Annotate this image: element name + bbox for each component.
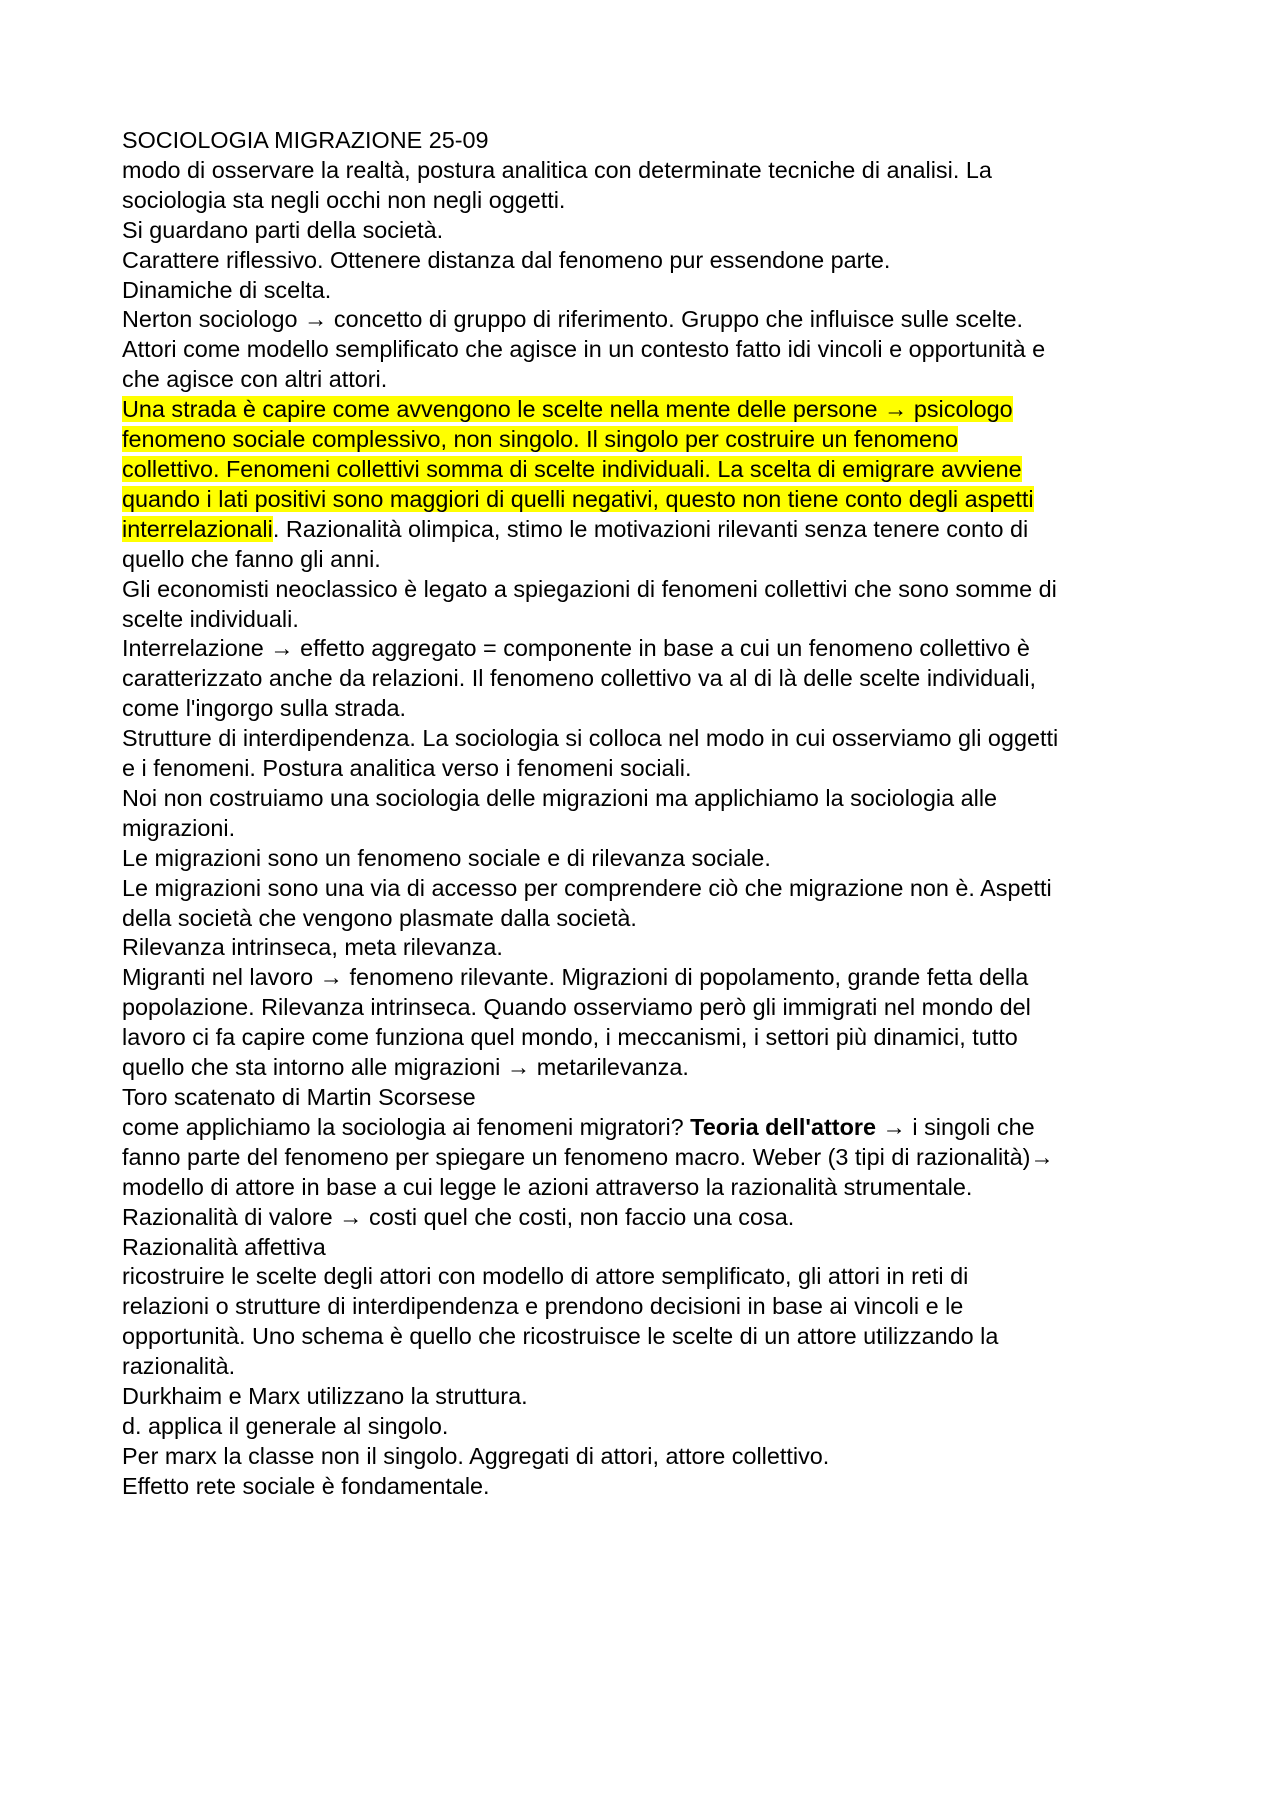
- text-line: Nerton sociologo → concetto di gruppo di riferimento. Gruppo che influisce sulle scelte.: [122, 306, 1024, 333]
- text-line: fanno parte del fenomeno per spiegare un fenomeno macro. Weber (3 tipi di razionalità)→: [122, 1143, 1054, 1170]
- text-line: razionalità.: [122, 1353, 236, 1380]
- text-line: migrazioni.: [122, 814, 236, 841]
- text-line: Toro scatenato di Martin Scorsese: [122, 1084, 476, 1110]
- text-line: che agisce con altri attori.: [122, 366, 388, 393]
- document-title: SOCIOLOGIA MIGRAZIONE 25-09: [122, 127, 489, 153]
- text-line: Carattere riflessivo. Ottenere distanza dal fenomeno pur essendone parte.: [122, 246, 891, 273]
- highlight-text: interrelazionali: [122, 515, 273, 542]
- text-line: Attori come modello semplificato che agisce in un contesto fatto idi vincoli e opportunità e: [122, 336, 1046, 363]
- highlighted-line: [122, 425, 1172, 455]
- highlight-text: fenomeno sociale complessivo, non singolo. Il singolo per costruire un fenomeno: [122, 426, 959, 453]
- mixed-line: [122, 1113, 1172, 1143]
- text-line: Noi non costruiamo una sociologia delle migrazioni ma applichiamo la sociologia alle: [122, 784, 998, 811]
- text-line: Dinamiche di scelta.: [122, 276, 332, 303]
- text-line: quello che sta intorno alle migrazioni → metarilevanza.: [122, 1054, 689, 1081]
- text-line: Le migrazioni sono una via di accesso per comprendere ciò che migrazione non è. Aspetti: [122, 874, 1052, 901]
- text-line: Gli economisti neoclassico è legato a spiegazioni di fenomeni collettivi che sono somme di: [122, 575, 1057, 602]
- text-line: lavoro ci fa capire come funziona quel mondo, i meccanismi, i settori più dinamici, tutto: [122, 1024, 1018, 1051]
- text-line: quello che fanno gli anni.: [122, 545, 381, 572]
- text-line: caratterizzato anche da relazioni. Il fenomeno collettivo va al di là delle scelte individuali,: [122, 665, 1037, 692]
- mixed-line: [122, 515, 1172, 545]
- text-line: Strutture di interdipendenza. La sociologia si colloca nel modo in cui osserviamo gli oggetti: [122, 725, 1059, 752]
- document-body: [122, 126, 1172, 1502]
- highlighted-line: [122, 485, 1172, 515]
- highlighted-line: [122, 455, 1172, 485]
- text-line: Interrelazione → effetto aggregato = componente in base a cui un fenomeno collettivo è: [122, 635, 1030, 662]
- text-line: popolazione. Rilevanza intrinseca. Quando osserviamo però gli immigrati nel mondo del: [122, 994, 1031, 1021]
- text-line: ricostruire le scelte degli attori con modello di attore semplificato, gli attori in reti di: [122, 1263, 969, 1290]
- text-line: relazioni o strutture di interdipendenza e prendono decisioni in base ai vincoli e le: [122, 1293, 964, 1320]
- text-line: opportunità. Uno schema è quello che ricostruisce le scelte di un attore utilizzando la: [122, 1323, 999, 1350]
- text-fragment: come applichiamo la sociologia ai fenomeni migratori?: [122, 1113, 691, 1140]
- text-line: scelte individuali.: [122, 605, 299, 632]
- bold-term: Teoria dell'attore: [690, 1113, 876, 1140]
- highlight-text: quando i lati positivi sono maggiori di quelli negativi, questo non tiene conto degli aspetti: [122, 485, 1034, 512]
- text-line: Rilevanza intrinseca, meta rilevanza.: [122, 934, 503, 961]
- text-line: e i fenomeni. Postura analitica verso i fenomeni sociali.: [122, 755, 692, 782]
- highlighted-line: [122, 395, 1172, 425]
- text-line: sociologia sta negli occhi non negli oggetti.: [122, 186, 566, 213]
- text-fragment: . Razionalità olimpica, stimo le motivazioni rilevanti senza tenere conto di: [272, 515, 1029, 542]
- text-line: d. applica il generale al singolo.: [122, 1412, 449, 1439]
- highlight-text: collettivo. Fenomeni collettivi somma di scelte individuali. La scelta di emigrare avviene: [122, 455, 1022, 482]
- text-line: come l'ingorgo sulla strada.: [122, 695, 406, 722]
- text-line: Effetto rete sociale è fondamentale.: [122, 1472, 490, 1499]
- text-line: Razionalità di valore → costi quel che costi, non faccio una cosa.: [122, 1203, 795, 1230]
- text-line: Le migrazioni sono un fenomeno sociale e di rilevanza sociale.: [122, 844, 771, 871]
- text-line: della società che vengono plasmate dalla società.: [122, 904, 637, 931]
- text-line: Durkhaim e Marx utilizzano la struttura.: [122, 1383, 528, 1410]
- text-line: Si guardano parti della società.: [122, 216, 444, 243]
- text-line: Per marx la classe non il singolo. Aggregati di attori, attore collettivo.: [122, 1442, 830, 1469]
- text-fragment: → i singoli che: [875, 1113, 1035, 1140]
- text-line: Migranti nel lavoro → fenomeno rilevante. Migrazioni di popolamento, grande fetta della: [122, 964, 1029, 991]
- highlight-text: Una strada è capire come avvengono le scelte nella mente delle persone → psicologo: [122, 396, 1013, 423]
- text-line: modello di attore in base a cui legge le azioni attraverso la razionalità strumentale.: [122, 1173, 973, 1200]
- text-line: modo di osservare la realtà, postura analitica con determinate tecniche di analisi. La: [122, 156, 992, 183]
- text-line: Razionalità affettiva: [122, 1233, 326, 1260]
